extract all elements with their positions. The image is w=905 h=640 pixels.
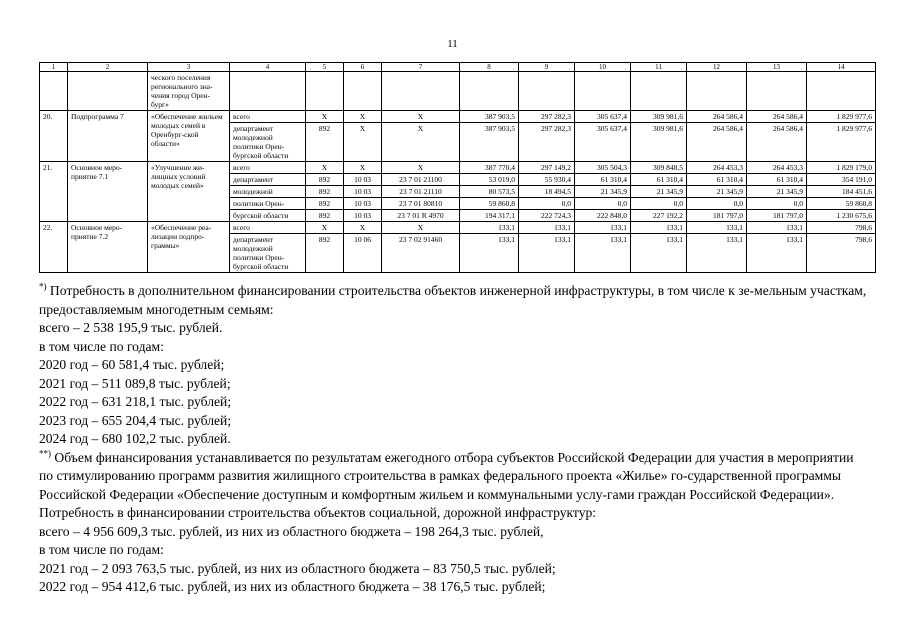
target-article: X (382, 162, 460, 174)
footnote-1 (39, 282, 869, 319)
column-header: 8 (460, 63, 519, 72)
executor-cell: молодежной (230, 186, 306, 198)
column-header: 7 (382, 63, 460, 72)
amount-cell: 387 903,5 (460, 123, 519, 162)
empty-cell (807, 72, 876, 111)
amount-cell: 264 586,4 (687, 111, 747, 123)
header-row (40, 63, 876, 72)
executor-cell: политики Орен- (230, 198, 306, 210)
amount-cell: 133,1 (519, 222, 575, 234)
program-title: «Улучшение жи-лищных условий молодых семей» (148, 162, 230, 222)
footnote-1-text: Потребность в дополнительном финансировании строительства объектов инженерной инфраструктуры, в том числе к зе-мельным участкам, предоставляемым многодетным семьям: (39, 283, 867, 317)
amount-cell: 1 829 977,6 (807, 111, 876, 123)
amount-cell: 80 573,5 (460, 186, 519, 198)
amount-cell: 1 829 977,6 (807, 123, 876, 162)
empty-cell (230, 72, 306, 111)
empty-cell (382, 72, 460, 111)
section-code: X (344, 162, 382, 174)
amount-cell: 297 149,2 (519, 162, 575, 174)
amount-cell: 222 724,3 (519, 210, 575, 222)
amount-cell: 53 019,0 (460, 174, 519, 186)
financing-table (39, 62, 876, 273)
empty-cell (68, 72, 148, 111)
target-article: 23 7 01 80810 (382, 198, 460, 210)
amount-cell: 798,6 (807, 234, 876, 273)
grbs-code: 892 (306, 123, 344, 162)
amount-cell: 264 586,4 (747, 123, 807, 162)
amount-cell: 264 453,3 (687, 162, 747, 174)
amount-cell: 1 829 179,0 (807, 162, 876, 174)
section-code: 10 03 (344, 210, 382, 222)
amount-cell: 227 192,2 (631, 210, 687, 222)
year-line: 2020 год – 60 581,4 тыс. рублей; (39, 357, 225, 372)
target-article: X (382, 111, 460, 123)
amount-cell: 133,1 (631, 234, 687, 273)
column-header: 9 (519, 63, 575, 72)
empty-cell (687, 72, 747, 111)
footnote-1-mark: *) (39, 281, 47, 292)
year-line: 2022 год – 631 218,1 тыс. рублей; (39, 394, 232, 409)
empty-cell (40, 72, 68, 111)
program-name: Основное меро-приятие 7.1 (68, 162, 148, 222)
page-number: 11 (447, 38, 458, 50)
amount-cell: 0,0 (519, 198, 575, 210)
amount-cell: 21 345,9 (575, 186, 631, 198)
table-row (40, 162, 876, 174)
continuation-cell: ческого поселения регионального зна-чения город Орен-бург» (148, 72, 230, 111)
amount-cell: 133,1 (519, 234, 575, 273)
column-header: 1 (40, 63, 68, 72)
empty-cell (575, 72, 631, 111)
section-code: X (344, 123, 382, 162)
program-name: Основное меро-приятие 7.2 (68, 222, 148, 273)
footnote-2 (39, 449, 869, 505)
footnote-2-total: всего – 4 956 609,3 тыс. рублей, из них из областного бюджета – 198 264,3 тыс. рублей, (39, 523, 544, 539)
amount-cell: 305 637,4 (575, 123, 631, 162)
amount-cell: 133,1 (747, 234, 807, 273)
amount-cell: 21 345,9 (747, 186, 807, 198)
amount-cell: 0,0 (747, 198, 807, 210)
amount-cell: 133,1 (460, 222, 519, 234)
section-code: X (344, 222, 382, 234)
year-line: 2022 год – 954 412,6 тыс. рублей, из них из областного бюджета – 38 176,5 тыс. рублей; (39, 579, 546, 594)
section-code: X (344, 111, 382, 123)
amount-cell: 133,1 (687, 234, 747, 273)
executor-cell: всего (230, 162, 306, 174)
column-header: 4 (230, 63, 306, 72)
executor-cell: департамент (230, 174, 306, 186)
column-header: 14 (807, 63, 876, 72)
target-article: X (382, 123, 460, 162)
footnotes (39, 282, 869, 597)
amount-cell: 133,1 (747, 222, 807, 234)
amount-cell: 61 310,4 (747, 174, 807, 186)
row-number: 22. (40, 222, 68, 273)
footnote-1-total: всего – 2 538 195,9 тыс. рублей. (39, 320, 223, 335)
amount-cell: 184 451,6 (807, 186, 876, 198)
column-header: 2 (68, 63, 148, 72)
section-code: 10 06 (344, 234, 382, 273)
target-article: 23 7 01 R 4970 (382, 210, 460, 222)
year-line: 2021 год – 2 093 763,5 тыс. рублей, из них из областного бюджета – 83 750,5 тыс. рублей; (39, 560, 556, 576)
amount-cell: 61 310,4 (631, 174, 687, 186)
row-number: 20. (40, 111, 68, 162)
amount-cell: 59 860,8 (460, 198, 519, 210)
target-article: 23 7 02 91460 (382, 234, 460, 273)
target-article: 23 7 01 21110 (382, 186, 460, 198)
program-title: «Обеспечение жильем молодых семей в Оренбург-ской области» (148, 111, 230, 162)
column-header: 10 (575, 63, 631, 72)
program-title: «Обеспечение реа-лизации подпро-граммы» (148, 222, 230, 273)
amount-cell: 61 310,4 (575, 174, 631, 186)
amount-cell: 0,0 (631, 198, 687, 210)
amount-cell: 264 453,3 (747, 162, 807, 174)
amount-cell: 1 230 675,6 (807, 210, 876, 222)
year-line: 2024 год – 680 102,2 тыс. рублей. (39, 431, 231, 446)
amount-cell: 297 282,3 (519, 123, 575, 162)
row-number: 21. (40, 162, 68, 222)
amount-cell: 61 310,4 (687, 174, 747, 186)
table-row (40, 222, 876, 234)
grbs-code: 892 (306, 174, 344, 186)
amount-cell: 264 586,4 (687, 123, 747, 162)
amount-cell: 0,0 (575, 198, 631, 210)
empty-cell (631, 72, 687, 111)
column-header: 13 (747, 63, 807, 72)
executor-cell: департамент молодежной политики Орен-бургской области (230, 123, 306, 162)
amount-cell: 305 504,3 (575, 162, 631, 174)
column-header: 6 (344, 63, 382, 72)
executor-cell: департамент молодежной политики Орен-бургской области (230, 234, 306, 273)
grbs-code: 892 (306, 198, 344, 210)
amount-cell: 305 637,4 (575, 111, 631, 123)
footnote-2-by-years: в том числе по годам: (39, 542, 164, 557)
footnote-1-by-years: в том числе по годам: (39, 338, 164, 354)
grbs-code: X (306, 162, 344, 174)
amount-cell: 798,6 (807, 222, 876, 234)
column-header: 5 (306, 63, 344, 72)
column-header: 3 (148, 63, 230, 72)
amount-cell: 309 981,6 (631, 123, 687, 162)
amount-cell: 309 848,5 (631, 162, 687, 174)
amount-cell: 59 860,8 (807, 198, 876, 210)
footnote-2-text: Объем финансирования устанавливается по результатам ежегодного отбора субъектов Российской Федерации для участия в мероприятии по стимулированию программ развития жилищного строительства в рамках федерального проекта «Жилье» го-сударственной программы Российской Федерации «Обеспечение доступным и комфортным жильем и коммунальными услу-гами граждан Российской Федерации». (39, 449, 854, 502)
footnote-2-need: Потребность в финансировании строительства объектов социальной, дорожной инфраструктур: (39, 505, 597, 520)
amount-cell: 133,1 (460, 234, 519, 273)
executor-cell: всего (230, 111, 306, 123)
year-line: 2023 год – 655 204,4 тыс. рублей; (39, 412, 232, 428)
executor-cell: всего (230, 222, 306, 234)
amount-cell: 222 848,0 (575, 210, 631, 222)
amount-cell: 133,1 (631, 222, 687, 234)
target-article: 23 7 01 21100 (382, 174, 460, 186)
amount-cell: 0,0 (687, 198, 747, 210)
amount-cell: 387 770,4 (460, 162, 519, 174)
amount-cell: 181 797,0 (747, 210, 807, 222)
amount-cell: 18 494,5 (519, 186, 575, 198)
amount-cell: 133,1 (687, 222, 747, 234)
target-article: X (382, 222, 460, 234)
amount-cell: 133,1 (575, 222, 631, 234)
empty-cell (344, 72, 382, 111)
amount-cell: 297 282,3 (519, 111, 575, 123)
section-code: 10 03 (344, 174, 382, 186)
grbs-code: X (306, 111, 344, 123)
empty-cell (747, 72, 807, 111)
amount-cell: 21 345,9 (687, 186, 747, 198)
empty-cell (306, 72, 344, 111)
year-line: 2021 год – 511 089,8 тыс. рублей; (39, 375, 231, 391)
amount-cell: 181 797,0 (687, 210, 747, 222)
amount-cell: 309 981,6 (631, 111, 687, 123)
amount-cell: 194 317,1 (460, 210, 519, 222)
amount-cell: 21 345,9 (631, 186, 687, 198)
grbs-code: 892 (306, 210, 344, 222)
column-header: 11 (631, 63, 687, 72)
grbs-code: X (306, 222, 344, 234)
empty-cell (460, 72, 519, 111)
section-code: 10 03 (344, 198, 382, 210)
grbs-code: 892 (306, 234, 344, 273)
program-name: Подпрограмма 7 (68, 111, 148, 162)
empty-cell (519, 72, 575, 111)
amount-cell: 133,1 (575, 234, 631, 273)
footnote-2-mark: **) (39, 447, 51, 458)
amount-cell: 55 930,4 (519, 174, 575, 186)
table-row (40, 111, 876, 123)
grbs-code: 892 (306, 186, 344, 198)
executor-cell: бургской области (230, 210, 306, 222)
section-code: 10 03 (344, 186, 382, 198)
column-header: 12 (687, 63, 747, 72)
amount-cell: 387 903,5 (460, 111, 519, 123)
continuation-row (40, 72, 876, 111)
amount-cell: 264 586,4 (747, 111, 807, 123)
amount-cell: 354 191,0 (807, 174, 876, 186)
